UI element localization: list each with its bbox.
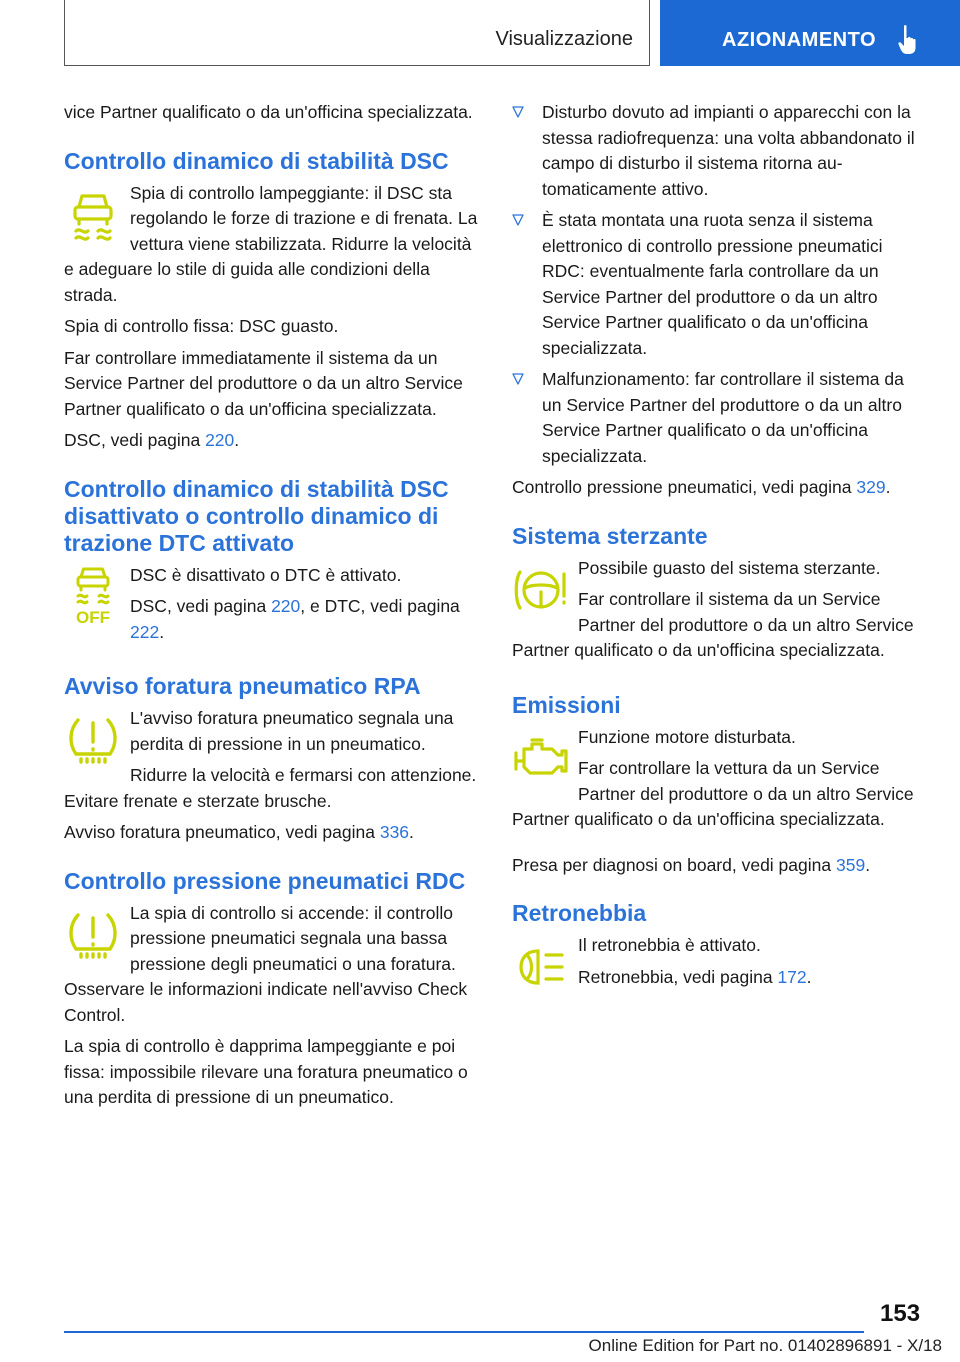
- emissions-heading: Emissioni: [512, 691, 621, 718]
- steering-text-2: Far controllare il sistema da un Service Partner del produttore o da un altro Service Partner qualificato o da un'officina specializzata.: [512, 589, 914, 660]
- fog-reference: Retronebbia, vedi pagina 172.: [578, 966, 812, 987]
- triangle-bullet-icon: [512, 214, 524, 226]
- page-link-359[interactable]: 359: [835, 854, 866, 875]
- fog-heading: Retronebbia: [512, 900, 647, 926]
- page-link-336[interactable]: 336: [379, 822, 410, 842]
- rpa-heading: Avviso foratura pneumatico RPA: [64, 673, 421, 699]
- emissions-reference: Presa per diagnosi on board, vedi pagina 359.: [512, 854, 871, 875]
- rpa-block: [64, 706, 480, 820]
- dtc-text-1: DSC è disattivato o DTC è attivato.: [130, 564, 402, 585]
- tire-pressure-warning-icon: [64, 903, 126, 969]
- left-column: [64, 100, 480, 1117]
- triangle-bullet-icon: [512, 373, 524, 385]
- emissions-text-2: Far controllare la vettura da un Service Partner del produttore o da un altro Service Partner qualificato o da un'officina specializzata.: [512, 758, 914, 829]
- dtc-block: [64, 563, 480, 652]
- page-link-220[interactable]: 220: [271, 596, 301, 616]
- chapter-tab[interactable]: [660, 0, 960, 66]
- chapter-title: AZIONAMENTO: [722, 29, 877, 51]
- steering-block: [512, 556, 928, 670]
- page-number: 153: [880, 1300, 921, 1327]
- rpa-reference: Avviso foratura pneumatico, vedi pagina 336.: [64, 822, 414, 842]
- rear-fog-light-icon: [512, 935, 574, 1001]
- triangle-bullet-icon: [512, 106, 524, 118]
- section-title: Visualizzazione: [495, 28, 633, 50]
- rpa-text-2: Ridurre la velocità e fermarsi con attenzione. Evitare frenate e sterzate brusche.: [64, 765, 477, 811]
- list-item: È stata montata una ruota senza il sistema elettronico di controllo pressione pneumatici RDC: eventualmente farla controllare da un Service Partner del produttore o da un altro Service Partner qualificato o da un'officina specializzata.: [512, 208, 928, 361]
- rdc-heading: Controllo pressione pneumatici RDC: [64, 867, 466, 894]
- fog-text-1: Il retronebbia è attivato.: [578, 935, 761, 955]
- footer-divider: [64, 1331, 864, 1333]
- header-section-box: [64, 0, 650, 66]
- dtc-reference: DSC, vedi pagina 220, e DTC, vedi pagina 222.: [130, 596, 460, 642]
- footer-edition: Online Edition for Part no. 01402896891 - X/18: [588, 1336, 942, 1355]
- rdc-text-1: La spia di controllo si accende: il controllo pressione pneumatici segnala una bassa pressione degli pneumatici o una foratura. Osservare le informazioni indicate nell'avviso Check Control.: [64, 902, 468, 1025]
- fog-block: [512, 933, 928, 1001]
- emissions-block: [512, 725, 928, 839]
- dsc-text-3: Far controllare immediatamente il sistema da un Service Partner del produttore o da un altro Service Partner qualificato o da un'officina specializzata.: [64, 347, 463, 419]
- dsc-block: [64, 181, 480, 315]
- svg-text:OFF: OFF: [76, 607, 110, 625]
- rdc-reference: Controllo pressione pneumatici, vedi pagina 329.: [512, 477, 891, 497]
- dsc-warning-icon: [64, 183, 126, 249]
- right-column: [512, 100, 928, 1001]
- steering-text-1: Possibile guasto del sistema sterzante.: [578, 557, 881, 578]
- list-item: Disturbo dovuto ad impianti o apparecchi con la stessa radiofrequenza: una volta abbandonato il campo di disturbo il sistema ritorna automaticamente attivo.: [512, 100, 928, 202]
- page-link-222[interactable]: 222: [130, 621, 160, 642]
- dtc-heading: Controllo dinamico di stabilità DSC disattivato o controllo dinamico di trazione DTC attivato: [64, 475, 449, 556]
- steering-warning-icon: [512, 558, 574, 624]
- rdc-block: [64, 901, 480, 1035]
- list-item: Malfunzionamento: far controllare il sistema da un Service Partner del produttore o da un altro Service Partner qualificato o da un'officina specializzata.: [512, 367, 928, 469]
- dsc-text-2: Spia di controllo fissa: DSC guasto.: [64, 316, 339, 336]
- page-link-329[interactable]: 329: [856, 477, 886, 497]
- engine-warning-icon: [512, 727, 574, 793]
- rpa-text-1: L'avviso foratura pneumatico segnala una perdita di pressione in un pneumatico.: [130, 708, 454, 754]
- pointing-hand-icon: [896, 24, 920, 56]
- rdc-text-2: La spia di controllo è dapprima lampeggiante e poi fissa: impossibile rilevare una foratura pneumatico o una perdita di pressione di un pneumatico.: [64, 1036, 468, 1107]
- dsc-text-1: Spia di controllo lampeggiante: il DSC sta regolando le forze di trazione e di frenata. La vettura viene stabilizzata. Ridurre la velocità e adeguare lo stile di guida alle condizioni della strada.: [64, 182, 478, 305]
- rdc-bullet-list: [512, 100, 928, 469]
- page-link-172[interactable]: 172: [777, 966, 807, 987]
- dsc-reference: DSC, vedi pagina 220.: [64, 430, 240, 450]
- intro-text: vice Partner qualificato o da un'officina specializzata.: [64, 102, 473, 122]
- dsc-heading: Controllo dinamico di stabilità DSC: [64, 147, 449, 174]
- dsc-off-warning-icon: [64, 565, 126, 631]
- page-link-220[interactable]: 220: [205, 430, 235, 450]
- steering-heading: Sistema sterzante: [512, 522, 708, 549]
- emissions-text-1: Funzione motore disturbata.: [578, 726, 796, 747]
- tire-warning-icon: [64, 708, 126, 774]
